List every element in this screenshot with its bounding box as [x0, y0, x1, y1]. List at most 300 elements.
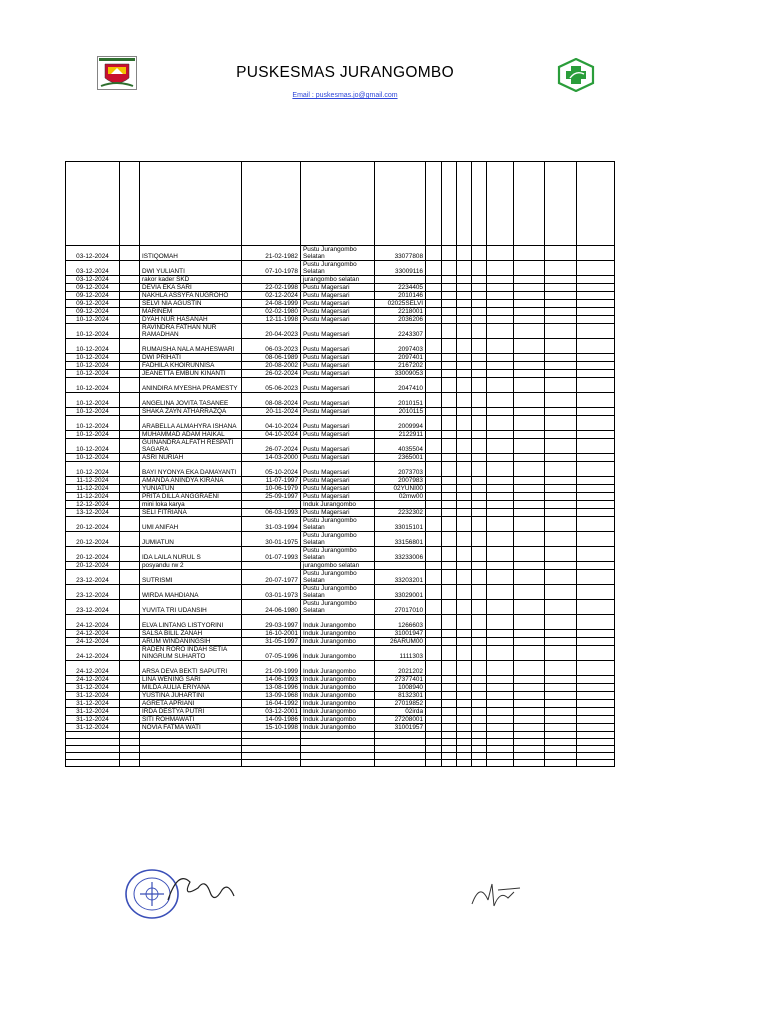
cell-empty [487, 684, 514, 692]
cell-empty [120, 746, 140, 753]
cell-empty [514, 532, 545, 547]
cell-empty [457, 454, 472, 462]
cell-empty [514, 354, 545, 362]
cell-date: 10-12-2024 [66, 354, 120, 362]
signature-icon [472, 884, 520, 906]
cell-empty [514, 753, 545, 760]
cell-empty [442, 739, 457, 746]
cell-empty [487, 439, 514, 454]
cell-id: 33009116 [375, 261, 426, 276]
cell-empty [442, 615, 457, 630]
cell-empty [577, 684, 615, 692]
cell-empty [457, 724, 472, 732]
cell-date: 03-12-2024 [66, 261, 120, 276]
cell-empty [577, 517, 615, 532]
cell-blank [120, 517, 140, 532]
table-row [66, 493, 615, 501]
cell-dob: 16-04-1992 [242, 700, 301, 708]
cell-id [375, 501, 426, 509]
cell-empty [426, 477, 442, 485]
cell-date: 23-12-2024 [66, 585, 120, 600]
table-row [66, 724, 615, 732]
cell-empty [577, 276, 615, 284]
cell-empty [457, 732, 472, 739]
cell-empty [426, 246, 442, 261]
cell-date: 24-12-2024 [66, 638, 120, 646]
table-row [66, 532, 615, 547]
cell-name: ARABELLA ALMAHYRA ISHANA [140, 416, 242, 431]
cell-empty [514, 339, 545, 354]
cell-empty [301, 732, 375, 739]
cell-empty [66, 739, 120, 746]
cell-empty [545, 370, 577, 378]
cell-name: BAYI NYONYA EKA DAMAYANTI [140, 462, 242, 477]
cell-empty [426, 292, 442, 300]
cell-id: 02mw00 [375, 493, 426, 501]
cell-empty [301, 760, 375, 767]
cell-empty [442, 585, 457, 600]
cell-blank [120, 378, 140, 393]
cell-date: 03-12-2024 [66, 246, 120, 261]
cell-blank [120, 431, 140, 439]
cell-name: DYAH NUR HASANAH [140, 316, 242, 324]
cell-empty [577, 646, 615, 661]
cell-empty [545, 517, 577, 532]
cell-empty [545, 692, 577, 700]
cell-empty [442, 416, 457, 431]
cell-empty [514, 454, 545, 462]
table-row [66, 630, 615, 638]
cell-empty [487, 284, 514, 292]
cell-date: 10-12-2024 [66, 316, 120, 324]
cell-empty [457, 700, 472, 708]
cell-empty [577, 408, 615, 416]
cell-empty [487, 600, 514, 615]
cell-empty [426, 753, 442, 760]
cell-name: WIRDA MAHDIANA [140, 585, 242, 600]
cell-location: Pustu Jurangombo Selatan [301, 570, 375, 585]
cell-id: 02irda [375, 708, 426, 716]
cell-empty [457, 416, 472, 431]
cell-empty [487, 416, 514, 431]
cell-name: IDA LAILA NURUL S [140, 547, 242, 562]
table-row [66, 585, 615, 600]
cell-empty [514, 746, 545, 753]
cell-name: MARINEM [140, 308, 242, 316]
cell-location: Induk Jurangombo [301, 661, 375, 676]
cell-empty [514, 308, 545, 316]
cell-blank [120, 276, 140, 284]
cell-name: YUSTINA JUHARTINI [140, 692, 242, 700]
cell-dob: 08-08-2024 [242, 393, 301, 408]
cell-empty [545, 276, 577, 284]
cell-name: ANGELINA JOVITA TASANEE [140, 393, 242, 408]
cell-empty [472, 284, 487, 292]
cell-empty [472, 339, 487, 354]
cell-empty [545, 261, 577, 276]
cell-empty [545, 716, 577, 724]
cell-empty [442, 724, 457, 732]
cell-empty [514, 370, 545, 378]
email-link[interactable]: Email : puskesmas.jo@gmail.com [292, 92, 398, 99]
cell-id: 31001957 [375, 724, 426, 732]
cell-empty [514, 517, 545, 532]
cell-empty [442, 276, 457, 284]
cell-empty [545, 700, 577, 708]
cell-location: Pustu Magersari [301, 454, 375, 462]
cell-empty [426, 746, 442, 753]
cell-empty [577, 431, 615, 439]
cell-location: Pustu Jurangombo Selatan [301, 585, 375, 600]
cell-dob [242, 501, 301, 509]
cell-dob: 26-02-2024 [242, 370, 301, 378]
cell-empty [472, 684, 487, 692]
cell-empty [457, 585, 472, 600]
table-row [66, 600, 615, 615]
cell-empty [545, 724, 577, 732]
cell-empty [577, 454, 615, 462]
cell-location: Pustu Jurangombo Selatan [301, 517, 375, 532]
empty-row [66, 746, 615, 753]
cell-empty [66, 753, 120, 760]
cell-empty [426, 316, 442, 324]
cell-empty [487, 615, 514, 630]
cell-empty [442, 261, 457, 276]
cell-empty [545, 760, 577, 767]
cell-dob: 14-06-1993 [242, 676, 301, 684]
cell-empty [514, 700, 545, 708]
cell-id: 2232302 [375, 509, 426, 517]
table-row [66, 485, 615, 493]
cell-empty [487, 732, 514, 739]
cell-empty [426, 646, 442, 661]
cell-empty [545, 615, 577, 630]
cell-empty [426, 739, 442, 746]
cell-location: Induk Jurangombo [301, 724, 375, 732]
cell-empty [545, 732, 577, 739]
cell-empty [577, 462, 615, 477]
cell-location: Induk Jurangombo [301, 676, 375, 684]
cell-empty [472, 562, 487, 570]
cell-empty [545, 408, 577, 416]
cell-empty [487, 485, 514, 493]
cell-id: 33203201 [375, 570, 426, 585]
cell-empty [472, 724, 487, 732]
cell-empty [514, 615, 545, 630]
cell-date: 10-12-2024 [66, 324, 120, 339]
cell-location: Pustu Jurangombo Selatan [301, 532, 375, 547]
cell-empty [577, 739, 615, 746]
cell-empty [514, 600, 545, 615]
cell-name: DWI YULIANTI [140, 261, 242, 276]
cell-empty [442, 300, 457, 308]
cell-date: 31-12-2024 [66, 724, 120, 732]
cell-date: 10-12-2024 [66, 362, 120, 370]
cell-empty [472, 276, 487, 284]
cell-empty [545, 354, 577, 362]
cell-date: 10-12-2024 [66, 416, 120, 431]
cell-date: 31-12-2024 [66, 716, 120, 724]
table-row [66, 562, 615, 570]
cell-empty [577, 760, 615, 767]
cell-empty [514, 300, 545, 308]
cell-empty [301, 739, 375, 746]
cell-id: 33015101 [375, 517, 426, 532]
cell-empty [242, 732, 301, 739]
cell-date: 23-12-2024 [66, 600, 120, 615]
cell-name: YUNIATUN [140, 485, 242, 493]
cell-id: 2122911 [375, 431, 426, 439]
cell-empty [442, 646, 457, 661]
cell-empty [472, 431, 487, 439]
cell-name: SALSA BILIL ZANAH [140, 630, 242, 638]
cell-empty [545, 585, 577, 600]
cell-empty [514, 393, 545, 408]
cell-empty [457, 477, 472, 485]
cell-blank [120, 300, 140, 308]
cell-name: AMANDA ANINDYA KIRANA [140, 477, 242, 485]
cell-name: MILDA AULIA ERIYANA [140, 684, 242, 692]
cell-location: Induk Jurangombo [301, 615, 375, 630]
cell-empty [457, 562, 472, 570]
empty-row [66, 753, 615, 760]
cell-blank [120, 308, 140, 316]
cell-empty [487, 308, 514, 316]
cell-dob: 13-08-1996 [242, 684, 301, 692]
cell-empty [457, 547, 472, 562]
cell-empty [442, 462, 457, 477]
cell-id: 2097403 [375, 339, 426, 354]
cell-empty [426, 700, 442, 708]
cell-empty [457, 246, 472, 261]
cell-blank [120, 570, 140, 585]
cell-empty [426, 393, 442, 408]
cell-empty [577, 393, 615, 408]
cell-empty [487, 570, 514, 585]
cell-dob: 11-07-1997 [242, 477, 301, 485]
cell-empty [442, 562, 457, 570]
cell-dob: 03-01-1973 [242, 585, 301, 600]
cell-blank [120, 339, 140, 354]
cell-empty [140, 753, 242, 760]
cell-blank [120, 292, 140, 300]
cell-dob: 25-09-1997 [242, 493, 301, 501]
cell-empty [426, 354, 442, 362]
cell-empty [426, 439, 442, 454]
cell-name: SITI ROHMAWATI [140, 716, 242, 724]
cell-location: Induk Jurangombo [301, 646, 375, 661]
cell-empty [457, 692, 472, 700]
cell-dob: 12-11-1998 [242, 316, 301, 324]
cell-blank [120, 638, 140, 646]
cell-id: 02025SELVI [375, 300, 426, 308]
cell-empty [242, 739, 301, 746]
cell-empty [457, 760, 472, 767]
cell-empty [426, 462, 442, 477]
cell-name: SELI FITRIANA [140, 509, 242, 517]
cell-empty [442, 684, 457, 692]
cell-empty [426, 547, 442, 562]
cell-id: 33233006 [375, 547, 426, 562]
cell-blank [120, 547, 140, 562]
cell-name: JUMIATUN [140, 532, 242, 547]
cell-empty [472, 753, 487, 760]
cell-empty [577, 246, 615, 261]
cell-empty [577, 638, 615, 646]
cell-dob: 20-04-2023 [242, 324, 301, 339]
cell-empty [545, 646, 577, 661]
cell-date: 10-12-2024 [66, 393, 120, 408]
cell-empty [457, 570, 472, 585]
cell-empty [375, 746, 426, 753]
cell-empty [442, 362, 457, 370]
cell-empty [472, 585, 487, 600]
cell-empty [472, 517, 487, 532]
cell-empty [514, 276, 545, 284]
cell-empty [472, 408, 487, 416]
cell-location: Pustu Magersari [301, 308, 375, 316]
cell-name: SELVI NIA AGUSTIN [140, 300, 242, 308]
table-row [66, 517, 615, 532]
cell-empty [140, 739, 242, 746]
cell-empty [487, 454, 514, 462]
cell-empty [442, 570, 457, 585]
cell-id: 1008940 [375, 684, 426, 692]
cell-empty [487, 517, 514, 532]
cell-empty [577, 509, 615, 517]
cell-name: UMI ANIFAH [140, 517, 242, 532]
cell-id: 2234405 [375, 284, 426, 292]
cell-empty [472, 308, 487, 316]
cell-id: 31001947 [375, 630, 426, 638]
cell-date: 11-12-2024 [66, 493, 120, 501]
cell-empty [514, 585, 545, 600]
cell-date: 31-12-2024 [66, 692, 120, 700]
cell-id: 2167202 [375, 362, 426, 370]
cell-empty [442, 676, 457, 684]
cell-name: posyandu rw 2 [140, 562, 242, 570]
cell-empty [426, 732, 442, 739]
cell-empty [242, 753, 301, 760]
cell-empty [472, 393, 487, 408]
cell-id [375, 276, 426, 284]
cell-name: ARUM WINDANINGSIH [140, 638, 242, 646]
cell-empty [577, 416, 615, 431]
cell-empty [545, 431, 577, 439]
cell-empty [140, 732, 242, 739]
cell-empty [426, 760, 442, 767]
cell-empty [457, 716, 472, 724]
cell-empty [487, 708, 514, 716]
cell-empty [426, 408, 442, 416]
cell-dob: 02-02-1980 [242, 308, 301, 316]
cell-empty [442, 439, 457, 454]
cell-empty [487, 724, 514, 732]
cell-empty [545, 676, 577, 684]
cell-empty [487, 547, 514, 562]
cell-location: Pustu Magersari [301, 370, 375, 378]
cell-date: 20-12-2024 [66, 562, 120, 570]
cell-id: 2010146 [375, 292, 426, 300]
cell-dob: 16-10-2001 [242, 630, 301, 638]
cell-empty [545, 339, 577, 354]
cell-empty [487, 477, 514, 485]
cell-empty [426, 517, 442, 532]
cell-dob: 08-06-1989 [242, 354, 301, 362]
cell-name: DWI PRIHATI [140, 354, 242, 362]
cell-date: 12-12-2024 [66, 501, 120, 509]
cell-name: PRITA DILLA ANGGRAENI [140, 493, 242, 501]
cell-empty [457, 661, 472, 676]
cell-empty [545, 746, 577, 753]
table-row [66, 501, 615, 509]
cell-empty [514, 462, 545, 477]
cell-empty [457, 308, 472, 316]
cell-empty [487, 378, 514, 393]
cell-empty [442, 661, 457, 676]
cell-empty [487, 354, 514, 362]
table-row [66, 700, 615, 708]
cell-empty [577, 732, 615, 739]
cell-empty [426, 661, 442, 676]
cell-empty [120, 732, 140, 739]
cell-empty [577, 477, 615, 485]
cell-empty [442, 532, 457, 547]
cell-empty [545, 416, 577, 431]
cell-dob: 02-12-2024 [242, 292, 301, 300]
cell-empty [545, 316, 577, 324]
cell-id: 2243307 [375, 324, 426, 339]
cell-empty [577, 300, 615, 308]
cell-empty [426, 600, 442, 615]
cell-id: 2021202 [375, 661, 426, 676]
cell-date: 24-12-2024 [66, 615, 120, 630]
empty-row [66, 760, 615, 767]
cell-empty [472, 246, 487, 261]
cell-empty [514, 439, 545, 454]
cell-empty [545, 300, 577, 308]
cell-name: LINA WENING SARI [140, 676, 242, 684]
cell-blank [120, 477, 140, 485]
cell-empty [577, 585, 615, 600]
cell-empty [487, 630, 514, 638]
cell-empty [426, 638, 442, 646]
cell-location: Pustu Magersari [301, 354, 375, 362]
cell-empty [472, 760, 487, 767]
cell-empty [487, 760, 514, 767]
cell-empty [472, 454, 487, 462]
cell-dob: 04-10-2024 [242, 431, 301, 439]
cell-id: 33077808 [375, 246, 426, 261]
cell-date: 10-12-2024 [66, 454, 120, 462]
cell-date: 10-12-2024 [66, 378, 120, 393]
cell-location: Pustu Magersari [301, 378, 375, 393]
table-row [66, 431, 615, 439]
cell-id: 33156801 [375, 532, 426, 547]
cell-empty [545, 532, 577, 547]
cell-location: Pustu Magersari [301, 284, 375, 292]
cell-name: NOVIA FATMA WATI [140, 724, 242, 732]
cell-name: ISTIQOMAH [140, 246, 242, 261]
signature-area [0, 860, 768, 960]
cell-empty [442, 308, 457, 316]
cell-empty [514, 684, 545, 692]
cell-empty [545, 547, 577, 562]
cell-empty [514, 732, 545, 739]
cell-empty [472, 700, 487, 708]
cell-location: Pustu Magersari [301, 339, 375, 354]
cell-empty [577, 378, 615, 393]
